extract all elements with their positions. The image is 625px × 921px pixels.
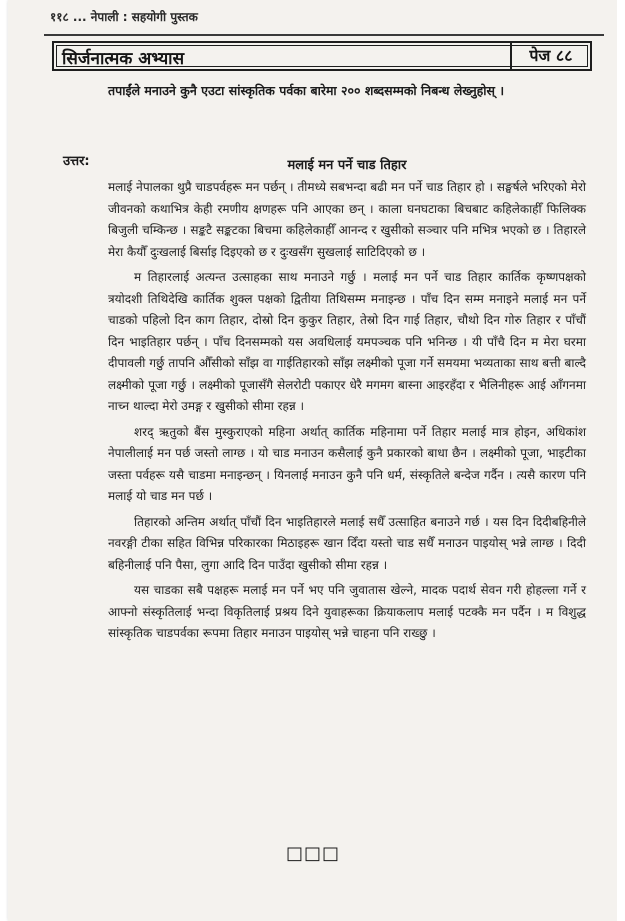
essay-title: मलाई मन पर्ने चाड तिहार — [287, 158, 407, 173]
end-mark: □□□ — [286, 843, 341, 864]
section-title-bar — [52, 41, 592, 71]
page-header: ११८ ... नेपाली : सहयोगी पुस्तक — [50, 10, 198, 24]
page-edge — [617, 0, 625, 921]
header-rule — [44, 34, 604, 36]
essay-paragraph-4: तिहारको अन्तिम अर्थात् पाँचौं दिन भाइतिहारले मलाई सधैँ उत्साहित बनाउने गर्छ । यस दिन दिदीबहिनीले नवरङ्गी टीका सहित विभिन्न परिकारका मिठाइहरू खान दिँदा यस्तो चाड सधैँ मनाउन पाइयोस् भन्ने लाग्छ । दिदी बहिनीलाई पनि पैसा, लुगा आदि दिन पाउँदा खुसीको सीमा रहन्न । — [108, 514, 586, 572]
essay-paragraph-1: मलाई नेपालका थुप्रै चाडपर्वहरू मन पर्छन् । तीमध्ये सबभन्दा बढी मन पर्ने चाड तिहार हो । सङ्घर्षले भरिएको मेरो जीवनको कथाभित्र केही रमणीय क्षणहरू पनि आएका छन् । काला घनघटाका बिचबाट कहिलेकाहीँ फिलिक्क बिजुली चम्किन्छ । सङ्कटै सङ्कटका बिचमा कहिलेकाहीँ आनन्द र खुसीको सञ्चार पनि मभित्र भएको छ । तिहारले मेरा कैयौँ दुःखलाई बिर्साइ दिइएको छ र दुःखसँग सुखलाई साटिदिएको छ । — [108, 180, 586, 259]
essay-paragraph-3: शरद् ऋतुको बैंस मुस्कुराएको महिना अर्थात् कार्तिक महिनामा पर्ने तिहार मलाई मात्र होइन, अधिकांश नेपालीलाई मन पर्छ जस्तो लाग्छ । यो चाड मनाउन कसैलाई कुनै प्रकारको बाधा छैन । लक्ष्मीको पूजा, भाइटीका जस्ता पर्वहरू यसै चाडमा मनाइन्छन् । यिनलाई मनाउन कुनै पनि धर्म, संस्कृतिले बन्देज गर्दैन । त्यसै कारण पनि मलाई यो चाड मन पर्छ । — [108, 424, 586, 503]
essay-paragraph-2: म तिहारलाई अत्यन्त उत्साहका साथ मनाउने गर्छु । मलाई मन पर्ने चाड तिहार कार्तिक कृष्णपक्षको त्रयोदशी तिथिदेखि कार्तिक शुक्ल पक्षको द्वितीया तिथिसम्म मनाइन्छ । पाँच दिन सम्म मनाइने मलाई मन पर्ने चाडको पहिलो दिन काग तिहार, दोस्रो दिन कुकुर तिहार, तेस्रो दिन गाई तिहार, चौथो दिन गोरु तिहार र पाँचौं दिन भाइतिहार पर्छन् । पाँच दिनसम्मको यस अवधिलाई यमपञ्चक पनि भनिन्छ । यी पाँचै दिन म मेरा घरमा दीपावली गर्छु तापनि औँसीको साँझ वा गाईतिहारको साँझ लक्ष्मीको पूजा गर्ने समयमा भव्यताका साथ बत्ती बाल्दै लक्ष्मीको पूजा गर्छु । लक्ष्मीको पूजासँगै सेलरोटी पकाएर धेरै मगमग बास्ना आइरहँदा र भैलिनीहरू आई आँगनमा नाच्न थाल्दा मेरो उमङ्ग र खुसीको सीमा रहन्न । — [108, 270, 586, 413]
page-reference: पेज ८८ — [510, 43, 590, 69]
section-title: सिर्जनात्मक अभ्यास — [62, 49, 185, 69]
essay-paragraph-5: यस चाडका सबै पक्षहरू मलाई मन पर्ने भए पनि जुवातास खेल्ने, मादक पदार्थ सेवन गरी होहल्ला गर्ने र आफ्नो संस्कृतिलाई भन्दा विकृतिलाई प्रश्रय दिने युवाहरूका क्रियाकलाप मलाई पटक्कै मन पर्दैन । म विशुद्ध सांस्कृतिक चाडपर्वका रूपमा तिहार मनाउन पाइयोस् भन्ने चाहना पनि राख्छु । — [108, 583, 586, 640]
question-text: तपाईंले मनाउने कुनै एउटा सांस्कृतिक पर्वका बारेमा २०० शब्दसम्मको निबन्ध लेख्नुहोस् । — [108, 83, 505, 98]
answer-label: उत्तर: — [63, 154, 90, 169]
essay-body — [108, 177, 586, 649]
book-page — [8, 0, 617, 921]
